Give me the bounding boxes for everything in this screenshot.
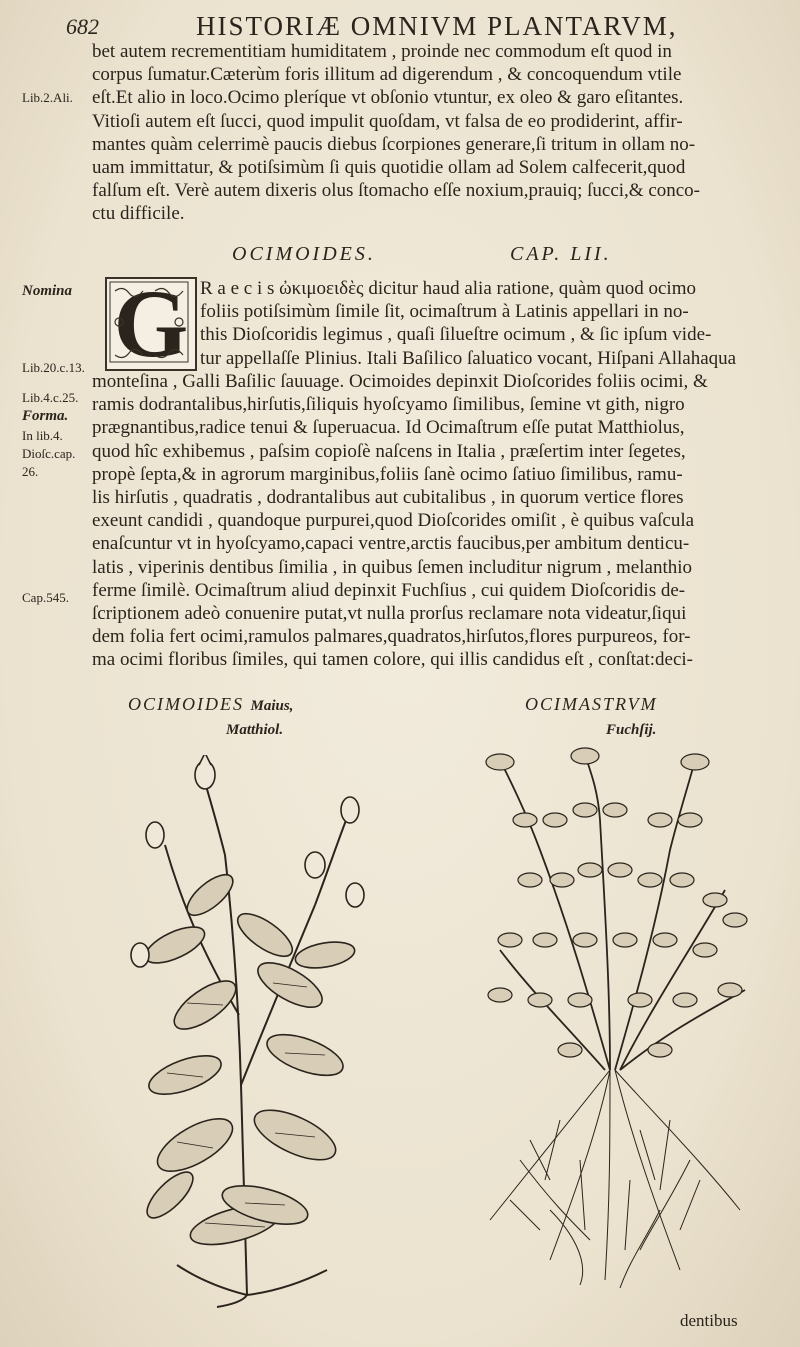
paragraph-continuation: [92, 40, 760, 226]
chapter-number: CAP. LII.: [510, 243, 612, 265]
text-line: ma ocimi floribus ſimiles, qui tamen colore, qui illis candidus eſt , conſtat:deci-: [92, 649, 694, 671]
paragraph-intro: [200, 277, 760, 370]
text-line: tur appellaſſe Plinius. Itali Baſilico ſaluatico vocant, Hiſpani Allahaqua: [200, 347, 737, 369]
margin-note: In lib.4.: [22, 428, 63, 443]
text-line: enaſcuntur vt in hyoſcyamo,capaci ventre,arctis faucibus,per ambitum denticu-: [92, 533, 690, 555]
left-figure-attribution: [226, 718, 283, 739]
initial-letter: G: [113, 270, 189, 377]
catchword: dentibus: [680, 1311, 738, 1330]
right-figure-attribution: [606, 718, 656, 739]
text-line: eſt.Et alio in loco.Ocimo pleríque vt obſonio vtuntur, ex oleo & garo eſitantes.: [92, 87, 684, 109]
right-figure-caption: OCIMASTRVM: [525, 694, 658, 714]
text-line: R a e c i s ὠκιμοειδὲς dicitur haud alia ratione, quàm quod ocimo: [200, 278, 696, 299]
text-line: dem folia fert ocimi,ramulos palmares,quadratos,hirſutos,flores purpureos, for-: [92, 626, 691, 648]
text-line: ſcriptionem adeò conuenire putat,vt nulla prorſus reclamare nota videatur,ſiqui: [92, 602, 687, 624]
margin-note: Lib.20.c.13.: [22, 360, 85, 375]
right-caption-author: Fuchſij.: [606, 722, 657, 738]
text-line: latis , viperinis dentibus ſimilia , in quibus ſemen includitur nigrum , melanthio: [92, 556, 693, 578]
text-line: quod hîc exhibemus , paſsim copioſè naſcens in Italia , præſertim inter ſegetes,: [92, 440, 686, 462]
running-head: HISTORIÆ OMNIVM PLANTARVM,: [196, 11, 678, 41]
text-line: bet autem recrementitiam humiditatem , proinde nec commodum eſt quod in: [92, 41, 672, 62]
paragraph-body: [92, 370, 760, 671]
ocimastrum-woodcut: [470, 740, 760, 1300]
text-line: uam immittatur, & potiſsimùm ſi quis quotidie ollam ad Solem calfecerit,quod: [92, 156, 686, 178]
ocimoides-woodcut: [115, 755, 385, 1310]
margin-note: Cap.545.: [22, 590, 69, 605]
margin-note-nomina: Nomina: [22, 283, 73, 299]
margin-note-forma: Forma.: [22, 408, 69, 424]
decorated-initial: [105, 270, 197, 377]
margin-note: Dioſc.cap.: [22, 446, 76, 461]
text-line: this Dioſcoridis legimus , quaſi ſilueſtre ocimum , & ſic ipſum vide-: [200, 324, 712, 346]
left-figure-caption: [128, 694, 293, 715]
text-line: mantes quàm celerrimè paucis diebus ſcorpiones generare,ſi tritum in ollam no-: [92, 133, 696, 155]
text-line: ferme ſimilè. Ocimaſtrum aliud depinxit Fuchſius , cui quidem Dioſcoridis de-: [92, 579, 686, 601]
text-line: exeunt candidi , quandoque purpurei,quod Dioſcorides omiſit , è quibus vaſcula: [92, 510, 695, 532]
text-line: prægnantibus,radice tenui & ſuperuacua. Id Ocimaſtrum eſſe putat Matthiolus,: [92, 417, 685, 439]
initial-ornament: [107, 279, 191, 365]
text-line: foliis potiſsimùm ſimile ſit, ocimaſtrum à Latinis appellari in no-: [200, 301, 689, 323]
chapter-title: OCIMOIDES.: [232, 243, 376, 265]
text-line: lis hirſutis , quadratis , dodrantalibus aut cubitalibus , in quorum vertice flores: [92, 486, 684, 508]
margin-note: Lib.2.Ali.: [22, 90, 73, 105]
text-line: Vitioſi autem eſt ſucci, quod impulit quoſdam, vt falsa de eo prodiderint, affir-: [92, 110, 683, 132]
margin-note: Lib.4.c.25.: [22, 390, 79, 405]
text-line: falſum eſt. Verè autem dixeris olus ſtomacho eſſe noxium,prauiq; ſucci,& conco-: [92, 180, 701, 202]
text-line: ramis dodrantalibus,hirſutis,ſiliquis hyoſcyamo ſimilibus, ſemine vt gith, nigro: [92, 394, 685, 416]
text-line: ctu difficile.: [92, 203, 185, 225]
text-line: propè ſepta,& in agrorum marginibus,foliis ſanè ocimo ſatiuo ſimilibus, ramu-: [92, 463, 683, 485]
left-caption-sub: Maius,: [250, 698, 294, 714]
page-number: 682: [66, 14, 99, 39]
left-caption-author: Matthiol.: [226, 722, 284, 738]
left-caption-title: OCIMOIDES: [128, 694, 244, 714]
text-line: corpus ſumatur.Cæterùm foris illitum ad digerendum , & concoquendum vtile: [92, 64, 682, 86]
text-line: monteſina , Galli Baſilic ſauuage. Ocimoides depinxit Dioſcorides foliis ocimi, &: [92, 371, 708, 392]
margin-note: 26.: [22, 464, 39, 479]
